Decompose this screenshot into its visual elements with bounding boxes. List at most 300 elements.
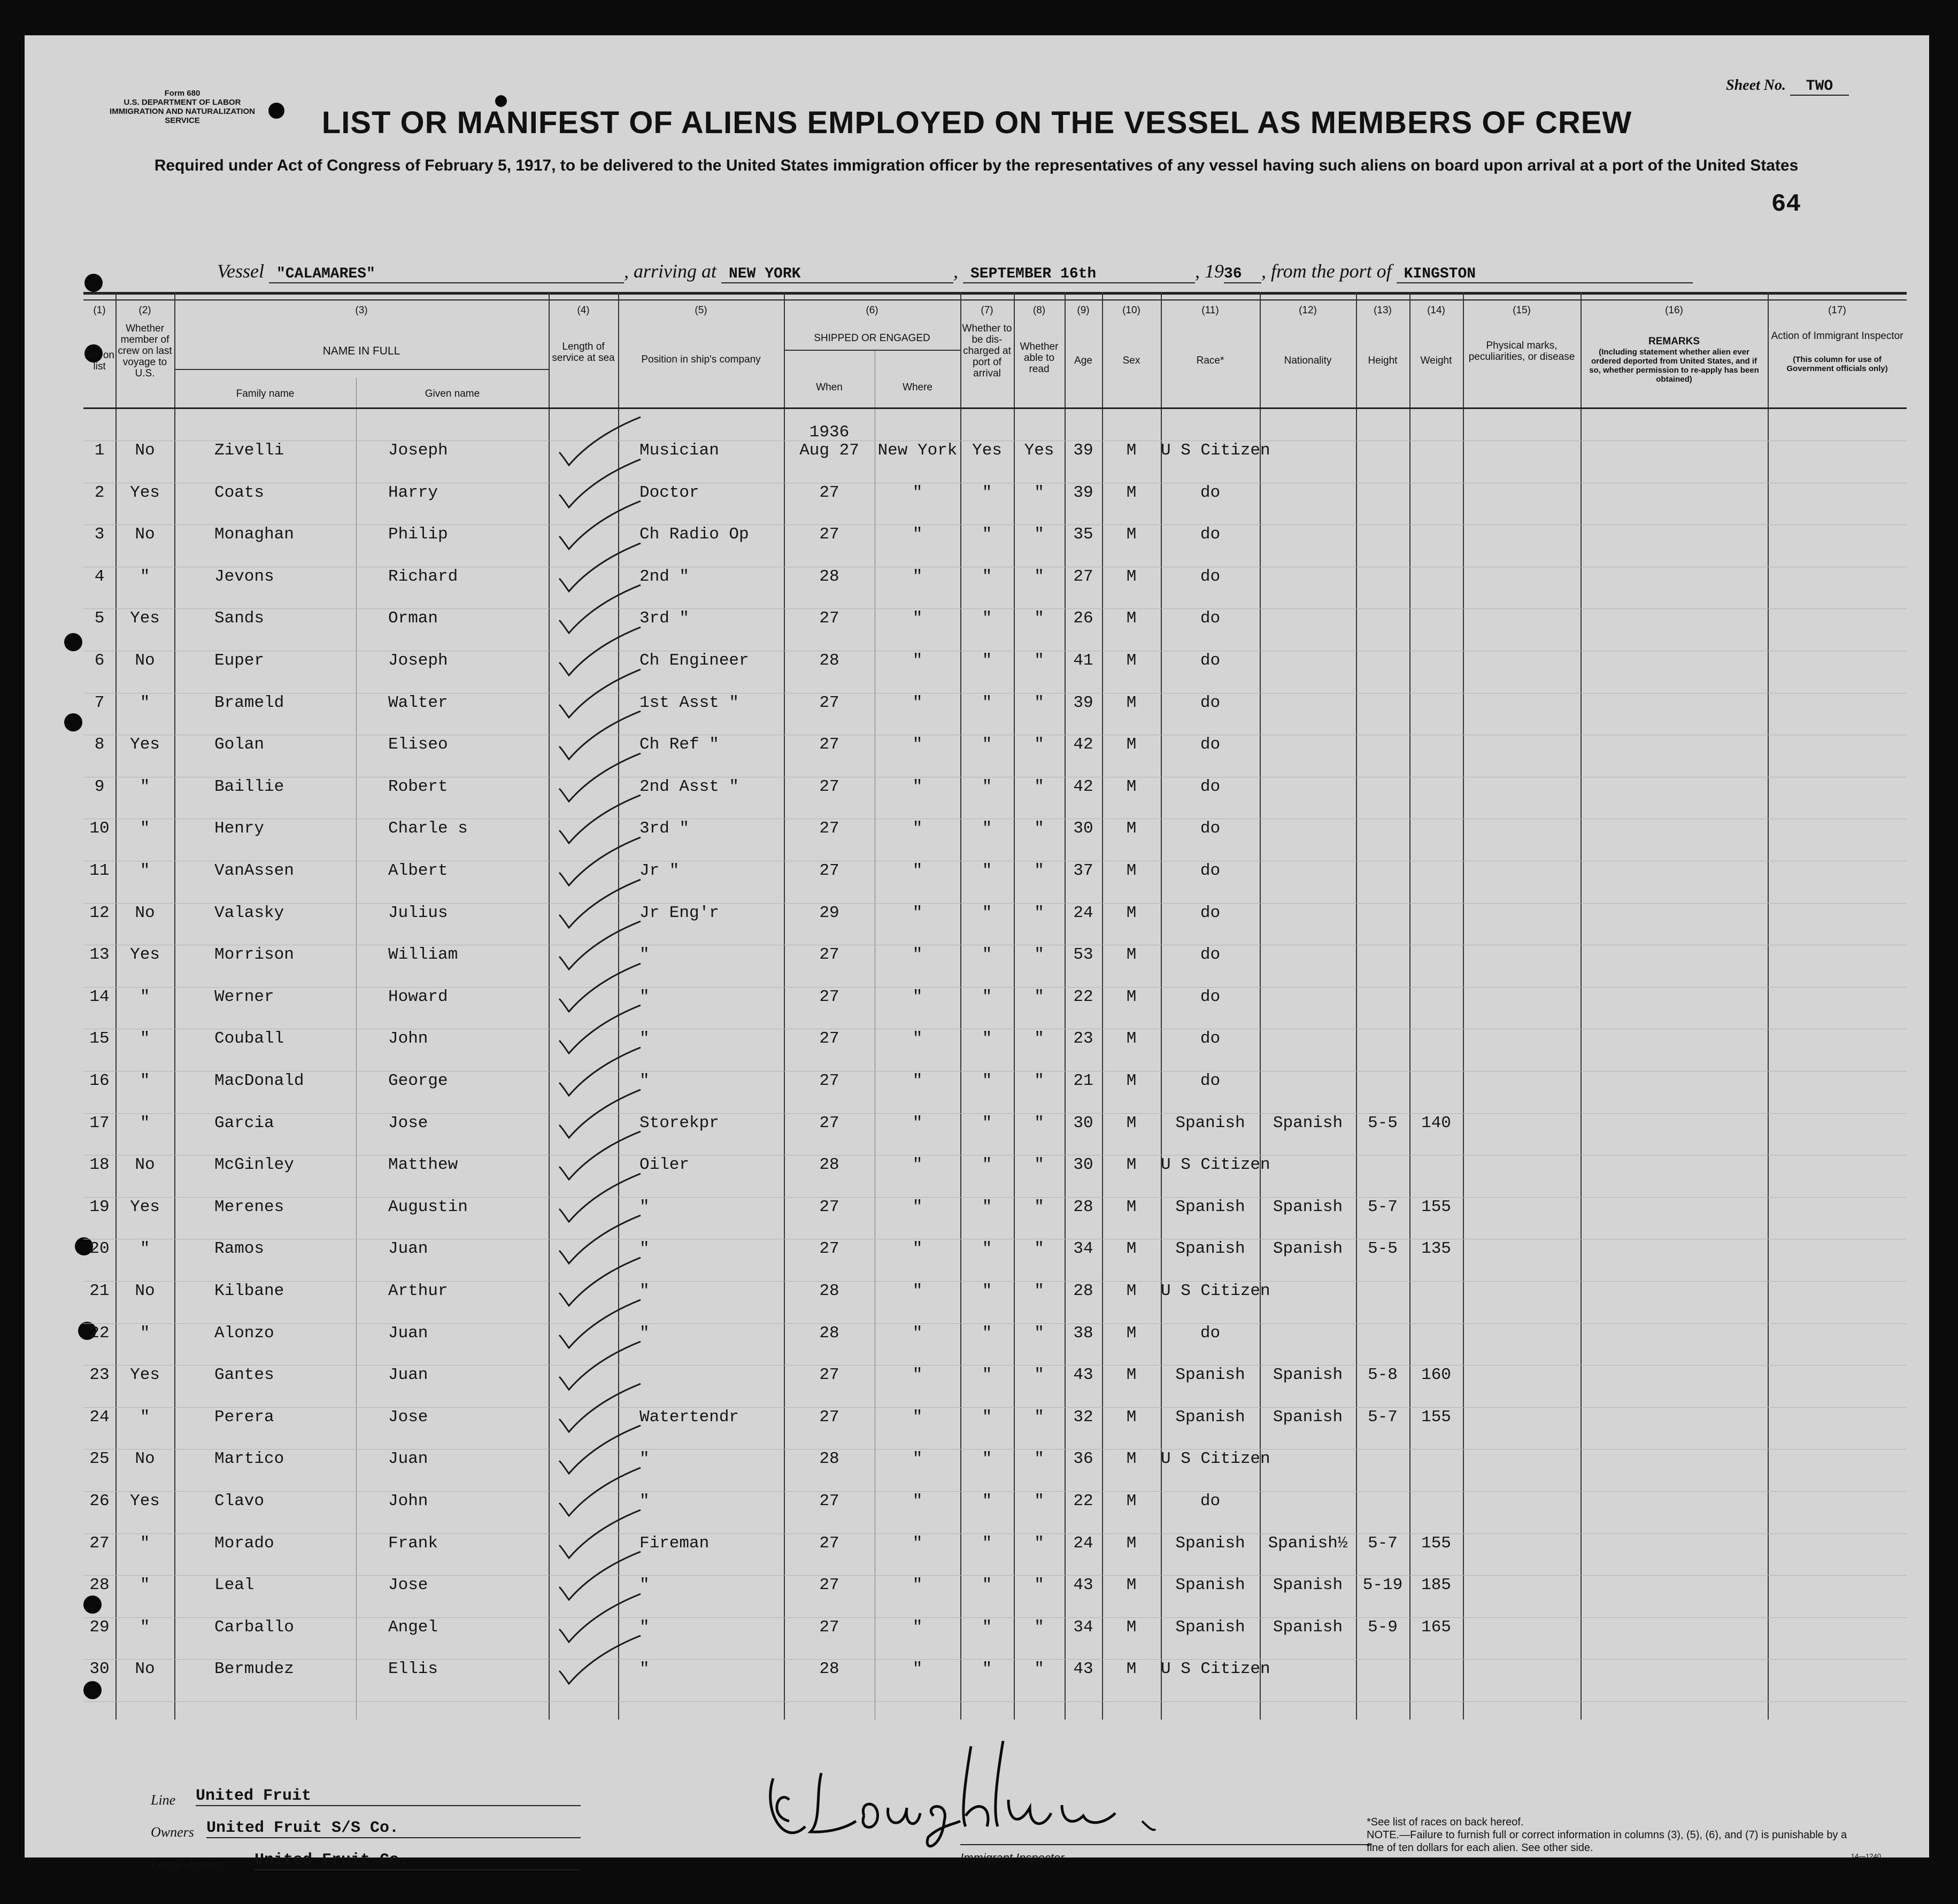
cell-previous-voyage: Yes bbox=[130, 609, 160, 628]
penalty-note: NOTE.—Failure to furnish full or correct information in columns (3), (5), (6), and (7) is punishable by a fine of ten dollars for each alien. See other side. bbox=[1367, 1829, 1847, 1854]
cell-family-name: Jevons bbox=[214, 567, 274, 586]
cell-nationality bbox=[1260, 850, 1356, 892]
cell-weight bbox=[1409, 598, 1463, 639]
cell-previous-voyage: No bbox=[135, 1155, 155, 1175]
cell-given-name: Harry bbox=[388, 483, 438, 502]
cell-age: 42 bbox=[1073, 735, 1093, 754]
cell-family-name: Alonzo bbox=[214, 1323, 274, 1343]
cell-when: 27 bbox=[819, 987, 839, 1006]
cell-position: " bbox=[639, 1197, 650, 1216]
cell-weight bbox=[1409, 976, 1463, 1018]
cell-weight: 155 bbox=[1421, 1407, 1451, 1427]
table-row bbox=[83, 1228, 1907, 1270]
cell-nationality bbox=[1260, 1648, 1356, 1690]
cell-sex: M bbox=[1126, 609, 1137, 628]
cell-height bbox=[1356, 1018, 1409, 1060]
cell-previous-voyage: " bbox=[140, 1239, 150, 1259]
cell-race: do bbox=[1200, 1072, 1221, 1090]
cell-where: " bbox=[912, 777, 923, 796]
cell-when: 27 bbox=[819, 945, 839, 965]
cell-age: 34 bbox=[1073, 1239, 1093, 1259]
cell-race: do bbox=[1200, 1323, 1221, 1343]
cell-read: " bbox=[1034, 1492, 1044, 1510]
table-top-rule bbox=[83, 292, 1907, 295]
cell-read: " bbox=[1034, 1282, 1044, 1300]
cell-sex: M bbox=[1126, 903, 1137, 922]
cell-weight bbox=[1409, 808, 1463, 850]
cell-given-name: Eliseo bbox=[388, 735, 448, 754]
header-remarks-note: (Including statement whether alien ever ordered deported from United States, and if so, whether permission to re-apply has been obtained) bbox=[1589, 348, 1759, 384]
table-row bbox=[83, 1060, 1907, 1102]
punch-hole bbox=[84, 274, 103, 292]
cell-previous-voyage: No bbox=[135, 1450, 155, 1469]
cell-when: 27 bbox=[819, 735, 839, 754]
crew-table bbox=[83, 292, 1907, 1720]
cell-previous-voyage: " bbox=[140, 567, 150, 586]
cell-position: " bbox=[639, 1617, 650, 1637]
cell-discharged: " bbox=[982, 819, 992, 838]
cell-race: do bbox=[1200, 819, 1221, 838]
cell-where: " bbox=[912, 1366, 923, 1385]
cell-age: 41 bbox=[1073, 651, 1093, 670]
cell-when: 28 bbox=[819, 1323, 839, 1343]
cell-discharged: " bbox=[982, 567, 992, 586]
cell-no: 19 bbox=[89, 1197, 110, 1216]
cell-discharged: " bbox=[982, 1533, 992, 1553]
cell-discharged: " bbox=[982, 1155, 992, 1175]
cell-position: " bbox=[639, 1660, 650, 1679]
cell-weight bbox=[1409, 1648, 1463, 1690]
cell-when: 29 bbox=[819, 903, 839, 922]
cell-race: do bbox=[1200, 567, 1221, 586]
cell-family-name: Couball bbox=[214, 1029, 284, 1049]
cell-race: Spanish bbox=[1175, 1239, 1245, 1259]
cell-nationality bbox=[1260, 1144, 1356, 1186]
cell-age: 39 bbox=[1073, 693, 1093, 712]
cell-race: do bbox=[1200, 1029, 1221, 1049]
cell-when-year: 1936 bbox=[809, 423, 850, 442]
cell-family-name: Morrison bbox=[214, 945, 294, 965]
cell-read: Yes bbox=[1024, 441, 1054, 460]
cell-sex: M bbox=[1126, 441, 1137, 460]
cell-previous-voyage: No bbox=[135, 651, 155, 670]
table-row bbox=[83, 976, 1907, 1018]
name-header-rule bbox=[174, 369, 549, 370]
cell-race: do bbox=[1200, 609, 1221, 628]
table-row bbox=[83, 1186, 1907, 1228]
cell-position: Ch Radio Op bbox=[639, 525, 749, 544]
arrival-date: SEPTEMBER 16th bbox=[963, 266, 1195, 283]
cell-previous-voyage: " bbox=[140, 1113, 150, 1132]
check-mark-icon bbox=[555, 546, 625, 595]
cell-family-name: Gantes bbox=[214, 1366, 274, 1385]
cell-height bbox=[1356, 1060, 1409, 1102]
line-label: Line bbox=[151, 1792, 176, 1808]
cell-height bbox=[1356, 808, 1409, 850]
cell-previous-voyage: Yes bbox=[130, 945, 160, 965]
col-number: (5) bbox=[695, 305, 707, 316]
cell-no: 26 bbox=[89, 1492, 110, 1510]
table-row bbox=[83, 682, 1907, 724]
table-row bbox=[83, 1313, 1907, 1354]
cell-given-name: Joseph bbox=[388, 651, 448, 670]
check-mark-icon bbox=[555, 630, 625, 679]
cell-previous-voyage: " bbox=[140, 1323, 150, 1343]
cell-position: " bbox=[639, 1323, 650, 1343]
cell-when: 27 bbox=[819, 861, 839, 880]
cell-race: do bbox=[1200, 735, 1221, 754]
cell-previous-voyage: " bbox=[140, 1617, 150, 1637]
cell-sex: M bbox=[1126, 1113, 1137, 1132]
cell-weight bbox=[1409, 892, 1463, 934]
cell-where: " bbox=[912, 1155, 923, 1175]
cell-height bbox=[1356, 556, 1409, 598]
cell-position bbox=[639, 1354, 784, 1396]
cell-where: " bbox=[912, 735, 923, 754]
cell-given-name: Robert bbox=[388, 777, 448, 796]
col-number: (10) bbox=[1122, 305, 1140, 316]
cell-height: 5-8 bbox=[1368, 1366, 1398, 1385]
arrival-year: 36 bbox=[1224, 266, 1261, 283]
cell-height bbox=[1356, 472, 1409, 514]
cell-height bbox=[1356, 766, 1409, 808]
cell-previous-voyage: Yes bbox=[130, 1366, 160, 1385]
cell-family-name: Baillie bbox=[214, 777, 284, 796]
cell-position: 3rd " bbox=[639, 819, 690, 838]
cell-read: " bbox=[1034, 1113, 1044, 1132]
cell-race: Spanish bbox=[1175, 1113, 1245, 1132]
cell-when: 27 bbox=[819, 1072, 839, 1090]
cell-nationality bbox=[1260, 808, 1356, 850]
cell-discharged: " bbox=[982, 1113, 992, 1132]
cell-family-name: Monaghan bbox=[214, 525, 294, 544]
cell-age: 21 bbox=[1073, 1072, 1093, 1090]
cell-previous-voyage: Yes bbox=[130, 735, 160, 754]
table-top-rule-thin bbox=[83, 299, 1907, 300]
cell-no: 25 bbox=[89, 1450, 110, 1469]
service-name: IMMIGRATION AND NATURALIZATION SERVICE bbox=[110, 107, 255, 125]
header-when: When bbox=[816, 382, 843, 393]
cell-family-name: Garcia bbox=[214, 1113, 274, 1132]
cell-age: 34 bbox=[1073, 1617, 1093, 1637]
cell-sex: M bbox=[1126, 483, 1137, 502]
cell-previous-voyage: No bbox=[135, 903, 155, 922]
cell-sex: M bbox=[1126, 735, 1137, 754]
cell-height: 5-5 bbox=[1368, 1113, 1398, 1132]
header-nationality: Nationality bbox=[1284, 355, 1332, 366]
inspector-label: Immigrant Inspector. bbox=[960, 1851, 1067, 1864]
table-row bbox=[83, 1607, 1907, 1648]
cell-read: " bbox=[1034, 1197, 1044, 1216]
cell-discharged: " bbox=[982, 1366, 992, 1385]
col-number: (9) bbox=[1077, 305, 1090, 316]
header-remarks: REMARKS bbox=[1648, 336, 1700, 347]
header-age: Age bbox=[1074, 355, 1092, 366]
page-number: 64 bbox=[1771, 190, 1801, 218]
col-number: (17) bbox=[1828, 305, 1846, 316]
cell-previous-voyage: " bbox=[140, 819, 150, 838]
cell-when: 27 bbox=[819, 1197, 839, 1216]
header-discharged: Whether to be dis-charged at port of arrival bbox=[962, 323, 1012, 379]
cell-position: Storekpr bbox=[639, 1113, 719, 1132]
col-number: (12) bbox=[1299, 305, 1317, 316]
cell-read: " bbox=[1034, 945, 1044, 965]
cell-age: 35 bbox=[1073, 525, 1093, 544]
cell-family-name: Morado bbox=[214, 1533, 274, 1553]
cell-family-name: Bermudez bbox=[214, 1660, 294, 1679]
cell-given-name: Juan bbox=[388, 1450, 428, 1469]
cell-height bbox=[1356, 430, 1409, 472]
table-row bbox=[83, 640, 1907, 682]
owners-label: Owners bbox=[151, 1824, 194, 1840]
cell-read: " bbox=[1034, 1660, 1044, 1679]
cell-sex: M bbox=[1126, 945, 1137, 965]
cell-sex: M bbox=[1126, 1617, 1137, 1637]
cell-weight bbox=[1409, 1270, 1463, 1312]
col-number: (6) bbox=[866, 305, 878, 316]
cell-nationality: Spanish bbox=[1273, 1366, 1343, 1385]
cell-sex: M bbox=[1126, 1239, 1137, 1259]
cell-nationality bbox=[1260, 640, 1356, 682]
cell-age: 22 bbox=[1073, 1492, 1093, 1510]
cell-read: " bbox=[1034, 735, 1044, 754]
cell-height bbox=[1356, 1313, 1409, 1354]
cell-sex: M bbox=[1126, 1072, 1137, 1090]
line-value: United Fruit bbox=[196, 1787, 581, 1806]
cell-no: 16 bbox=[89, 1072, 110, 1090]
cell-no: 1 bbox=[94, 441, 105, 460]
cell-when: 28 bbox=[819, 1660, 839, 1679]
cell-where: " bbox=[912, 1239, 923, 1259]
cell-read: " bbox=[1034, 567, 1044, 586]
cell-given-name: Walter bbox=[388, 693, 448, 712]
cell-family-name: Euper bbox=[214, 651, 265, 670]
cell-where: " bbox=[912, 1072, 923, 1090]
cell-height: 5-7 bbox=[1368, 1197, 1398, 1216]
cell-no: 30 bbox=[89, 1660, 110, 1679]
cell-position: Watertendr bbox=[639, 1407, 739, 1427]
cell-given-name: Angel bbox=[388, 1617, 438, 1637]
cell-family-name: Perera bbox=[214, 1407, 274, 1427]
cell-read: " bbox=[1034, 861, 1044, 880]
cell-sex: M bbox=[1126, 1282, 1137, 1300]
cell-given-name: Albert bbox=[388, 861, 448, 880]
cell-age: 32 bbox=[1073, 1407, 1093, 1427]
cell-family-name: Kilbane bbox=[214, 1282, 284, 1300]
cell-sex: M bbox=[1126, 987, 1137, 1006]
cell-weight: 165 bbox=[1421, 1617, 1451, 1637]
cell-discharged: " bbox=[982, 987, 992, 1006]
cell-given-name: Jose bbox=[388, 1113, 428, 1132]
cell-nationality: Spanish½ bbox=[1268, 1533, 1348, 1553]
cell-height bbox=[1356, 1270, 1409, 1312]
header-able-to-read: Whether able to read bbox=[1020, 341, 1059, 375]
cell-where: New York bbox=[877, 441, 958, 460]
cell-weight bbox=[1409, 1481, 1463, 1522]
cell-when: 28 bbox=[819, 567, 839, 586]
table-row bbox=[83, 1397, 1907, 1438]
cell-nationality: Spanish bbox=[1273, 1407, 1343, 1427]
cell-no: 7 bbox=[94, 693, 105, 712]
cell-family-name: MacDonald bbox=[214, 1072, 304, 1090]
cell-no: 2 bbox=[94, 483, 105, 502]
cell-weight bbox=[1409, 472, 1463, 514]
check-mark-icon bbox=[555, 714, 625, 762]
cell-position: Oiler bbox=[639, 1155, 690, 1175]
cell-race: Spanish bbox=[1175, 1533, 1245, 1553]
col-number: (8) bbox=[1032, 305, 1046, 316]
cell-read: " bbox=[1034, 1155, 1044, 1175]
cell-discharged: " bbox=[982, 1576, 992, 1595]
cell-no: 21 bbox=[89, 1282, 110, 1300]
cell-race: do bbox=[1200, 777, 1221, 796]
cell-position: " bbox=[639, 1576, 650, 1595]
check-mark-icon bbox=[555, 967, 625, 1015]
cell-position: " bbox=[639, 1072, 650, 1090]
cell-age: 27 bbox=[1073, 567, 1093, 586]
cell-weight bbox=[1409, 1313, 1463, 1354]
cell-age: 28 bbox=[1073, 1282, 1093, 1300]
check-mark-icon bbox=[555, 588, 625, 636]
check-mark-icon bbox=[555, 1219, 625, 1267]
cell-previous-voyage: " bbox=[140, 777, 150, 796]
cell-given-name: Julius bbox=[388, 903, 448, 922]
cell-where: " bbox=[912, 1660, 923, 1679]
cell-weight bbox=[1409, 1438, 1463, 1480]
cell-discharged: " bbox=[982, 1407, 992, 1427]
cell-height: 5-7 bbox=[1368, 1407, 1398, 1427]
table-row bbox=[83, 1523, 1907, 1564]
cell-where: " bbox=[912, 651, 923, 670]
cell-family-name: Henry bbox=[214, 819, 265, 838]
check-mark-icon bbox=[555, 1639, 625, 1687]
cell-when: 27 bbox=[819, 1576, 839, 1595]
cell-discharged: " bbox=[982, 1239, 992, 1259]
cell-weight: 155 bbox=[1421, 1533, 1451, 1553]
cell-given-name: Juan bbox=[388, 1239, 428, 1259]
cell-when: 27 bbox=[819, 1113, 839, 1132]
cell-nationality bbox=[1260, 430, 1356, 472]
form-number: Form 680 bbox=[164, 89, 201, 98]
cell-nationality bbox=[1260, 1018, 1356, 1060]
cell-position: Jr Eng'r bbox=[639, 903, 719, 922]
cell-previous-voyage: No bbox=[135, 525, 155, 544]
cell-discharged: " bbox=[982, 945, 992, 965]
department-name: U.S. DEPARTMENT OF LABOR bbox=[124, 98, 241, 107]
punch-hole bbox=[64, 633, 82, 651]
header-family-name: Family name bbox=[236, 388, 295, 399]
cell-no: 18 bbox=[89, 1155, 110, 1175]
cell-height bbox=[1356, 1648, 1409, 1690]
check-mark-icon bbox=[555, 1261, 625, 1309]
cell-nationality bbox=[1260, 682, 1356, 724]
cell-position: 2nd " bbox=[639, 567, 690, 586]
cell-previous-voyage: No bbox=[135, 1660, 155, 1679]
cell-given-name: Arthur bbox=[388, 1282, 448, 1300]
cell-family-name: Ramos bbox=[214, 1239, 265, 1259]
cell-family-name: Sands bbox=[214, 609, 265, 628]
col-number: (2) bbox=[138, 305, 151, 316]
header-inspector-action: Action of Immigrant Inspector bbox=[1771, 330, 1903, 342]
vessel-name: "CALAMARES" bbox=[269, 266, 624, 283]
from-port-label: , from the port of bbox=[1261, 260, 1392, 282]
cell-position: " bbox=[639, 1029, 650, 1049]
cell-family-name: Martico bbox=[214, 1450, 284, 1469]
cell-age: 23 bbox=[1073, 1029, 1093, 1049]
cell-sex: M bbox=[1126, 1366, 1137, 1385]
cell-sex: M bbox=[1126, 777, 1137, 796]
cell-discharged: " bbox=[982, 651, 992, 670]
cell-read: " bbox=[1034, 1576, 1044, 1595]
cell-no: 9 bbox=[94, 777, 105, 796]
cell-nationality: Spanish bbox=[1273, 1239, 1343, 1259]
cell-height bbox=[1356, 640, 1409, 682]
cell-when: 27 bbox=[819, 525, 839, 544]
check-mark-icon bbox=[555, 841, 625, 889]
cell-position: " bbox=[639, 1450, 650, 1469]
cell-given-name: John bbox=[388, 1029, 428, 1049]
check-mark-icon bbox=[555, 1093, 625, 1141]
cell-race: do bbox=[1200, 525, 1221, 544]
cell-where: " bbox=[912, 567, 923, 586]
cell-where: " bbox=[912, 693, 923, 712]
cell-family-name: Golan bbox=[214, 735, 265, 754]
cell-when: 27 bbox=[819, 1492, 839, 1510]
cell-when: 27 bbox=[819, 1407, 839, 1427]
cell-no: 13 bbox=[89, 945, 110, 965]
cell-when: 27 bbox=[819, 609, 839, 628]
table-row bbox=[83, 1270, 1907, 1312]
col-number: (7) bbox=[981, 305, 993, 316]
check-mark-icon bbox=[555, 1513, 625, 1561]
cell-read: " bbox=[1034, 651, 1044, 670]
table-row bbox=[83, 724, 1907, 766]
cell-read: " bbox=[1034, 903, 1044, 922]
cell-where: " bbox=[912, 1576, 923, 1595]
col-number: (3) bbox=[355, 305, 368, 316]
check-mark-icon bbox=[555, 924, 625, 973]
col-number: (13) bbox=[1374, 305, 1392, 316]
cell-given-name: Philip bbox=[388, 525, 448, 544]
cell-no: 6 bbox=[94, 651, 105, 670]
manifest-sheet bbox=[25, 35, 1929, 1872]
cell-discharged: " bbox=[982, 1450, 992, 1469]
cell-sex: M bbox=[1126, 567, 1137, 586]
check-mark-icon bbox=[555, 1177, 625, 1225]
cell-no: 28 bbox=[89, 1576, 110, 1595]
check-mark-icon bbox=[555, 1597, 625, 1645]
header-height: Height bbox=[1368, 355, 1398, 366]
cell-sex: M bbox=[1126, 861, 1137, 880]
cell-no: 22 bbox=[89, 1323, 110, 1343]
check-mark-icon bbox=[555, 883, 625, 931]
cell-sex: M bbox=[1126, 1533, 1137, 1553]
cell-nationality: Spanish bbox=[1273, 1576, 1343, 1595]
cell-age: 24 bbox=[1073, 1533, 1093, 1553]
vessel-label: Vessel bbox=[217, 260, 264, 282]
cell-height bbox=[1356, 598, 1409, 639]
col-number: (4) bbox=[577, 305, 590, 316]
header-position: Position in ship's company bbox=[641, 354, 761, 365]
header-inspector-note: (This column for use of Government officials only) bbox=[1786, 355, 1888, 373]
cell-race: Spanish bbox=[1175, 1407, 1245, 1427]
cell-weight bbox=[1409, 682, 1463, 724]
shipped-header-rule bbox=[784, 350, 960, 351]
cell-weight bbox=[1409, 766, 1463, 808]
cell-no: 23 bbox=[89, 1366, 110, 1385]
table-row bbox=[83, 556, 1907, 598]
cell-when: 27 bbox=[819, 483, 839, 502]
